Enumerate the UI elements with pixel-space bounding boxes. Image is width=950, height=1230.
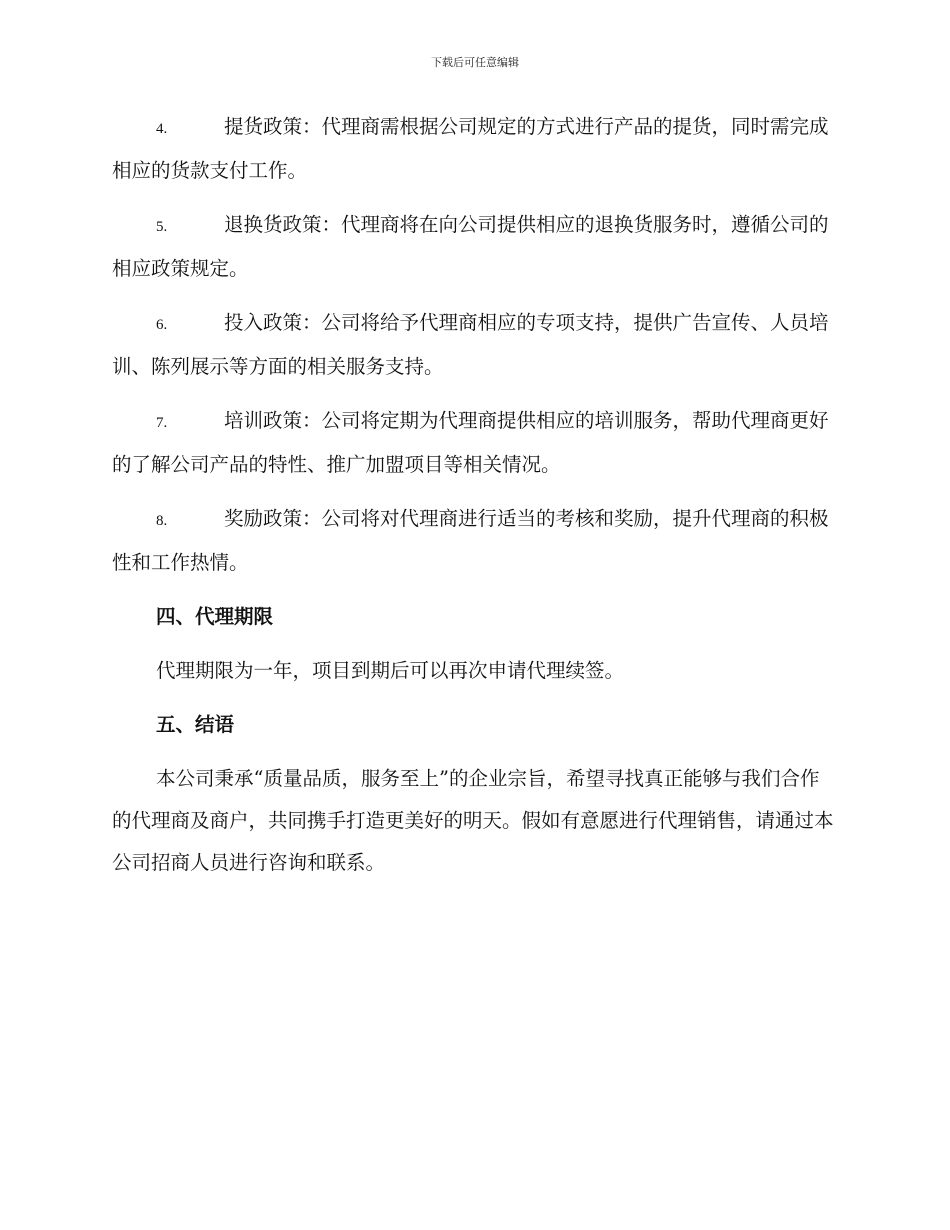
section-paragraph-term: 代理期限为一年，项目到期后可以再次申请代理续签。 [156, 659, 625, 682]
policy-text: 投入政策：公司将给予代理商相应的专项支持，提供广告宣传、人员培训、陈列展示等方面的相关服务支持。 [112, 311, 829, 378]
policy-number: 8. [156, 513, 168, 529]
document-body [112, 106, 834, 896]
policy-item-4 [112, 106, 834, 192]
policy-number: 5. [156, 219, 168, 235]
section-heading-term: 四、代理期限 [156, 605, 274, 628]
policy-item-7 [112, 400, 834, 486]
policy-number: 6. [156, 317, 168, 333]
page-header: 下载后可任意编辑 [431, 56, 519, 69]
policy-item-5 [112, 204, 834, 290]
policy-text: 培训政策：公司将定期为代理商提供相应的培训服务，帮助代理商更好的了解公司产品的特性、推广加盟项目等相关情况。 [112, 409, 829, 476]
policy-number: 7. [156, 415, 168, 431]
policy-number: 4. [156, 121, 168, 137]
policy-text: 退换货政策：代理商将在向公司提供相应的退换货服务时，遵循公司的相应政策规定。 [112, 213, 829, 280]
policy-text: 奖励政策：公司将对代理商进行适当的考核和奖励，提升代理商的积极性和工作热情。 [112, 507, 829, 574]
policy-text: 提货政策：代理商需根据公司规定的方式进行产品的提货，同时需完成相应的货款支付工作。 [112, 115, 829, 182]
section-heading-conclusion: 五、结语 [156, 713, 235, 736]
policy-item-6 [112, 302, 834, 388]
policy-item-8 [112, 498, 834, 584]
section-paragraph-conclusion: 本公司秉承“质量品质，服务至上”的企业宗旨，希望寻找真正能够与我们合作的代理商及商户，共同携手打造更美好的明天。假如有意愿进行代理销售，请通过本公司招商人员进行咨询和联系。 [112, 767, 834, 874]
